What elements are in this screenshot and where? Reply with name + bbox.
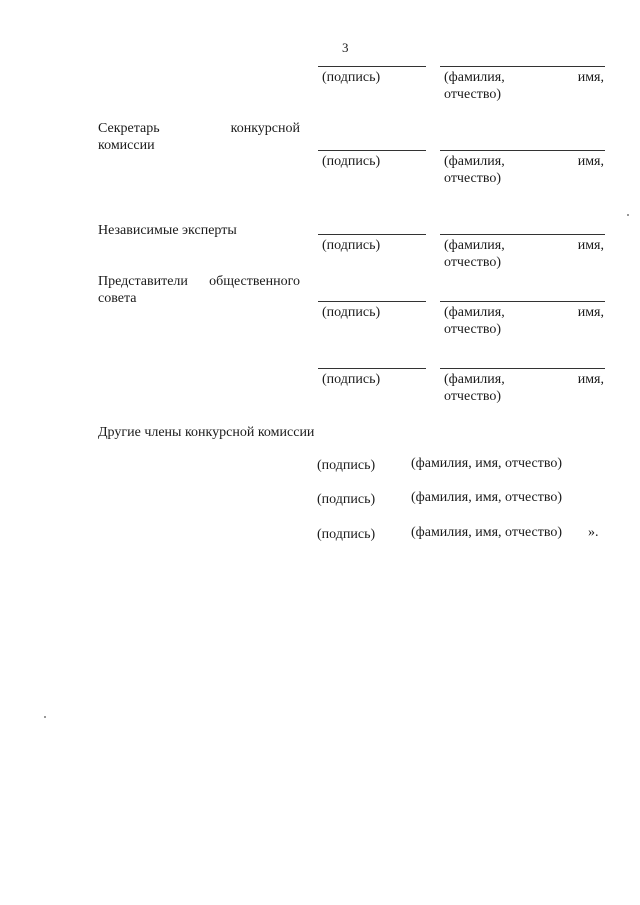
signature-line (318, 234, 426, 235)
signature-line (318, 66, 426, 67)
name-caption: (фамилия, имя, отчество) (444, 372, 604, 404)
signature-line (318, 368, 426, 369)
name-line (440, 234, 605, 235)
page-number: 3 (342, 40, 349, 55)
signature-caption: (подпись) (322, 238, 381, 253)
signature-caption: (подпись) (317, 527, 376, 542)
signature-caption: (подпись) (322, 305, 381, 320)
signature-caption: (подпись) (322, 154, 381, 169)
signature-line (318, 150, 426, 151)
name-line (440, 368, 605, 369)
name-line (440, 301, 605, 302)
name-caption: (фамилия, имя, отчество) (411, 525, 563, 540)
name-line (440, 150, 605, 151)
role-other-members: Другие члены конкурсной комиссии (98, 425, 315, 440)
role-public-council: Представители общественного совета (98, 274, 300, 306)
name-caption: (фамилия, имя, отчество) (444, 305, 604, 337)
signature-line (318, 301, 426, 302)
signature-caption: (подпись) (317, 458, 376, 473)
scan-speck (627, 214, 629, 216)
signature-caption: (подпись) (322, 70, 381, 85)
signature-caption: (подпись) (322, 372, 381, 387)
role-secretary: Секретарь конкурсной комиссии (98, 121, 300, 153)
name-caption: (фамилия, имя, отчество) (411, 490, 563, 505)
role-experts: Независимые эксперты (98, 223, 237, 238)
name-caption: (фамилия, имя, отчество) (444, 238, 604, 270)
scan-speck (44, 716, 46, 718)
name-caption: (фамилия, имя, отчество) (444, 70, 604, 102)
name-line (440, 66, 605, 67)
name-caption: (фамилия, имя, отчество) (444, 154, 604, 186)
signature-caption: (подпись) (317, 492, 376, 507)
name-caption: (фамилия, имя, отчество) (411, 456, 563, 471)
closing-quote: ». (588, 525, 599, 540)
